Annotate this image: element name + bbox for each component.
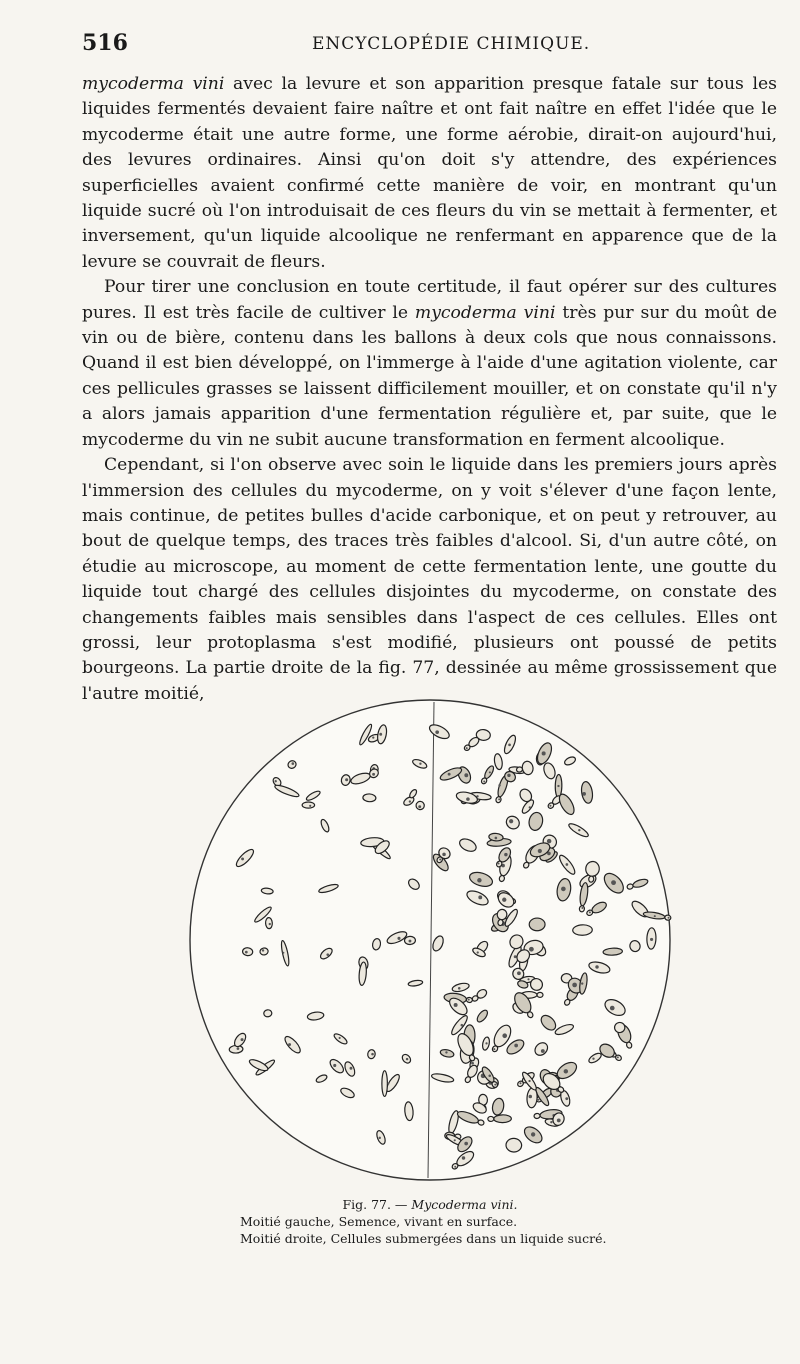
cell-granule xyxy=(406,1058,408,1060)
page-number: 516 xyxy=(82,30,128,56)
cell-granule xyxy=(464,773,468,777)
cell-granule xyxy=(419,763,421,765)
cell-granule xyxy=(262,949,264,951)
cell-granule xyxy=(564,1069,568,1073)
cell-granule xyxy=(531,1132,535,1136)
cell-granule xyxy=(557,1119,561,1123)
cell-granule xyxy=(397,937,400,940)
cell-granule xyxy=(527,978,529,980)
cell-granule xyxy=(557,785,559,787)
cell-bud xyxy=(488,1116,494,1121)
mycoderm-cell xyxy=(302,802,314,808)
cell-granule xyxy=(379,733,382,736)
cell-granule xyxy=(581,907,583,909)
cell-granule xyxy=(448,773,451,776)
cell-granule xyxy=(466,797,470,801)
species-name: mycoderma vini xyxy=(82,74,225,94)
paragraph-2: Pour tirer une conclusion en toute certitude, il faut opérer sur des cultures pures. Il est très facile de cultiver le mycoderma vini très pur sur du moût de vin ou de bière, contenu dans les ballons à deux cols que nous connaissons. Quand il est bien développé, on l'immerge à l'aide d'une agitation violente, car ces pellicules grasses se laissent difficilement mouiller, et on constate qu'il n'y a alors jamais apparition d'une fermentation régulière et, par suite, que le mycoderme du vin ne subit aucune transformation en ferment alcoolique. xyxy=(82,277,778,450)
cell-granule xyxy=(504,853,507,856)
cell-granule xyxy=(507,774,510,777)
cell-granule xyxy=(494,1084,496,1086)
cell-granule xyxy=(478,895,482,899)
caption-left-half: Moitié gauche, Semence, vivant en surface. xyxy=(240,1214,518,1229)
cell-granule xyxy=(485,1042,487,1044)
cell-granule xyxy=(498,784,500,786)
submerged-cell xyxy=(494,1115,512,1123)
cell-granule xyxy=(650,938,653,941)
cell-granule xyxy=(550,1121,552,1123)
cell-granule xyxy=(509,819,513,823)
cell-granule xyxy=(339,1037,341,1039)
cell-granule xyxy=(592,1058,594,1060)
cell-granule xyxy=(529,1095,533,1099)
cell-granule xyxy=(350,1067,353,1070)
paragraph-3: Cependant, si l'on observe avec soin le liquide dans les premiers jours après l'immersion des cellules du mycoderme, on y voit s'élever d'une façon lente, mais continue, de petites bulles d'acide carbonique, et on peut y retrouver, au bout de quelque temps, des traces très faibles d'alcool. Si, d'un autre côté, on étudie au microscope, au moment de cette fermentation lente, une goutte du liquide tout chargé des cellules disjointes du mycoderme, on constate des changements faibles mais sensibles dans l'aspect de ces cellules. Elles ont grossi, leur protoplasma s'est modifié, plusieurs ont poussé de petits bourgeons. La partie droite de la fig. 77, dessinée au même grossissement que l'autre moitié, xyxy=(82,455,777,704)
cell-granule xyxy=(237,1047,240,1050)
submerged-cell xyxy=(506,1138,522,1152)
cell-granule xyxy=(379,1137,381,1139)
paragraph-1: mycoderma vini avec la levure et son apparition presque fatale sur tous les liquides fermentés devaient faire naître et ont fait naître en effet l'idée que le mycoderme était une autre forme, une forme aérobie, dirait-on aujourd'hui, des levures ordinaires. Ainsi qu'on doit s'y attendre, des expériences superficielles avaient confirmé cette manière de voir, en montrant qu'un liquide sucré où l'on introduisait de ces fleurs du vin se mettait à fermenter, et inversement, qu'un liquide alcoolique ne renfermant en apparence que de la levure se couvrait de fleurs. xyxy=(82,74,777,272)
submerged-cell xyxy=(529,918,545,931)
cell-bud xyxy=(499,875,505,882)
cell-granule xyxy=(517,971,521,975)
cell-granule xyxy=(519,1082,521,1084)
cell-bud xyxy=(516,767,523,773)
cell-granule xyxy=(372,736,374,738)
cell-granule xyxy=(409,800,411,802)
cell-granule xyxy=(471,1062,474,1065)
microscope-field-illustration xyxy=(172,690,692,1200)
cell-granule xyxy=(454,1166,456,1168)
figure-label: Fig. 77. — Mycoderma vini. xyxy=(342,1197,518,1212)
cell-granule xyxy=(547,839,552,844)
cell-granule xyxy=(493,1048,495,1050)
cell-granule xyxy=(668,917,670,919)
mycoderm-cell xyxy=(242,947,253,956)
cell-granule xyxy=(292,762,295,765)
cell-granule xyxy=(502,898,506,902)
cell-granule xyxy=(468,999,470,1001)
mycoderm-cell xyxy=(265,917,272,928)
cell-granule xyxy=(528,1080,530,1082)
cell-granule xyxy=(269,923,271,925)
cell-granule xyxy=(508,743,511,746)
figure-caption xyxy=(240,1196,640,1247)
cell-granule xyxy=(288,1043,291,1046)
cell-granule xyxy=(409,940,412,943)
cell-granule xyxy=(498,862,500,864)
cell-granule xyxy=(333,1064,336,1067)
microscope-field-circle xyxy=(190,700,670,1180)
cell-granule xyxy=(566,863,569,866)
cell-granule xyxy=(435,730,439,734)
cell-granule xyxy=(617,1056,619,1058)
cell-granule xyxy=(549,805,551,807)
cell-granule xyxy=(498,798,500,800)
species-name: mycoderma vini xyxy=(414,302,556,323)
cell-granule xyxy=(345,778,348,781)
cell-granule xyxy=(541,1049,545,1053)
cell-granule xyxy=(589,911,591,913)
cell-bud xyxy=(588,876,594,883)
cell-granule xyxy=(572,983,577,988)
cell-granule xyxy=(502,1033,507,1038)
cell-granule xyxy=(489,771,491,773)
cell-granule xyxy=(326,953,329,956)
cell-granule xyxy=(241,858,244,861)
cell-granule xyxy=(578,829,580,831)
cell-granule xyxy=(654,915,656,917)
cell-granule xyxy=(275,780,277,782)
mycoderm-cell xyxy=(382,1071,387,1097)
running-title: ENCYCLOPÉDIE CHIMIQUE. xyxy=(312,34,591,54)
cell-granule xyxy=(610,1006,615,1011)
cell-bud xyxy=(537,992,543,997)
mycoderm-cell xyxy=(363,794,376,802)
caption-right-half: Moitié droite, Cellules submergées dans un liquide sucré. xyxy=(240,1231,607,1246)
cell-granule xyxy=(245,951,248,954)
submerged-cell xyxy=(573,925,593,936)
cell-granule xyxy=(565,1097,568,1100)
cell-granule xyxy=(495,837,498,840)
figure-77 xyxy=(172,690,692,1200)
cell-granule xyxy=(372,773,375,776)
cell-granule xyxy=(445,1051,447,1053)
cell-granule xyxy=(439,858,441,860)
cell-granule xyxy=(561,887,566,892)
cell-granule xyxy=(309,805,311,807)
cell-granule xyxy=(477,951,479,953)
cell-granule xyxy=(514,1044,518,1048)
cell-granule xyxy=(582,792,586,796)
cell-granule xyxy=(418,805,421,808)
cell-granule xyxy=(529,806,531,808)
cell-granule xyxy=(611,880,616,885)
cell-bud xyxy=(497,919,503,926)
cell-granule xyxy=(581,982,583,984)
cell-granule xyxy=(542,751,546,755)
cell-granule xyxy=(464,1142,468,1146)
cell-granule xyxy=(538,849,542,853)
cell-granule xyxy=(537,1099,539,1101)
cell-granule xyxy=(514,955,517,958)
cell-granule xyxy=(454,1139,456,1141)
cell-granule xyxy=(442,853,446,857)
cell-granule xyxy=(477,878,481,882)
cell-granule xyxy=(462,1156,465,1159)
cell-granule xyxy=(488,1074,491,1077)
cell-granule xyxy=(458,987,461,990)
cell-granule xyxy=(241,1038,244,1041)
cell-granule xyxy=(282,952,284,954)
cell-granule xyxy=(529,947,534,952)
page-header xyxy=(82,30,760,60)
cell-granule xyxy=(371,1053,374,1056)
cell-granule xyxy=(461,1024,464,1027)
cell-granule xyxy=(595,965,598,968)
mycoderm-cell xyxy=(263,1009,272,1017)
cell-granule xyxy=(454,1003,458,1007)
cell-granule xyxy=(483,781,485,783)
cell-bud xyxy=(534,1113,541,1119)
cell-granule xyxy=(466,747,468,749)
body-text xyxy=(82,72,777,707)
cell-granule xyxy=(387,1083,389,1085)
